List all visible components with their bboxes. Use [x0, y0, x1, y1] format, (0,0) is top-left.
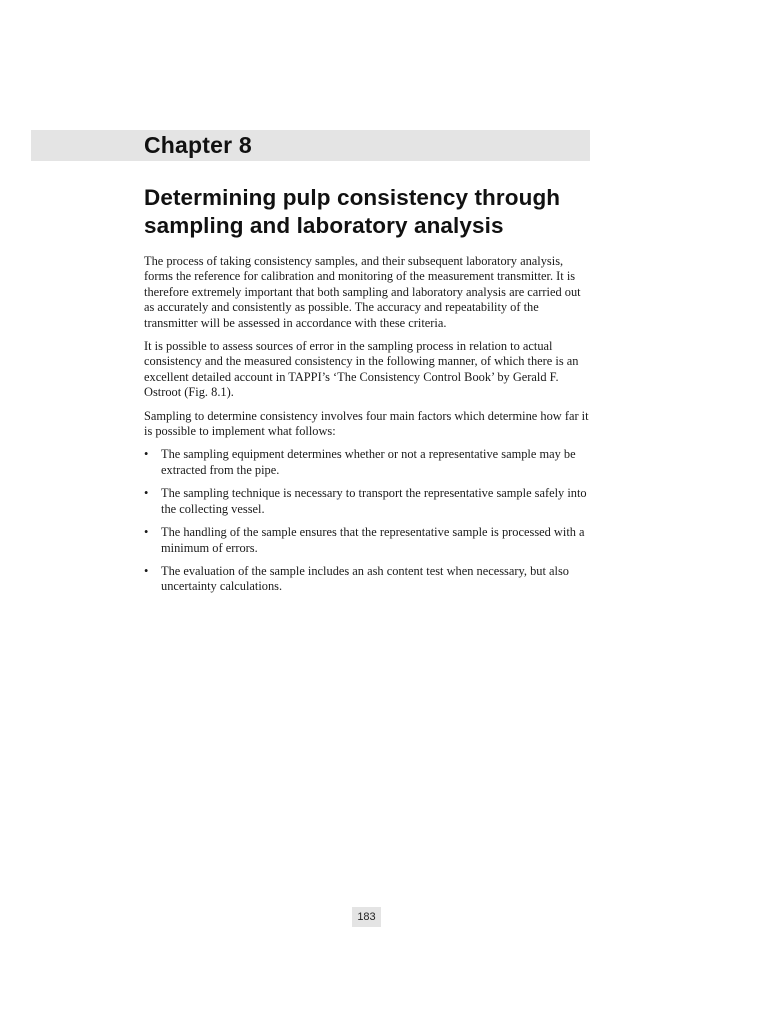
list-item	[144, 564, 590, 595]
chapter-title: Determining pulp consistency through sampling and laboratory analysis	[144, 185, 561, 238]
bullet-icon: •	[144, 447, 149, 462]
list-item-text: The sampling equipment determines whether or not a representative sample may be extracted from the pipe.	[161, 447, 576, 477]
list-item-text: The handling of the sample ensures that the representative sample is processed with a minimum of errors.	[161, 525, 585, 555]
bullet-icon: •	[144, 525, 149, 540]
paragraph-intro: The process of taking consistency samples, and their subsequent laboratory analysis, forms the reference for calibration and monitoring of the measurement transmitter. It is therefore extremely important that both sampling and laboratory analysis are carried out as accurately and consistently as possible. The accuracy and repeatability of the transmitter will be assessed in accordance with these criteria.	[144, 254, 581, 330]
paragraph-factors: Sampling to determine consistency involves four main factors which determine how far it is possible to implement what follows:	[144, 408, 589, 439]
chapter-header-band	[31, 130, 590, 161]
list-item	[144, 525, 590, 556]
factor-list	[144, 447, 590, 594]
list-item-text: The evaluation of the sample includes an ash content test when necessary, but also uncertainty calculations.	[161, 563, 569, 594]
bullet-icon: •	[144, 563, 149, 578]
list-item-text: The sampling technique is necessary to transport the representative sample safely into the collecting vessel.	[161, 486, 587, 516]
paragraph-error-sources: It is possible to assess sources of error in the sampling process in relation to actual consistency and the measured consistency in the following manner, of which there is an excellent detailed account in TAPPI’s ‘The Consistency Control Book’ by Gerald F. Ostroot (Fig. 8.1).	[144, 339, 579, 400]
page-number: 183	[352, 907, 381, 927]
page-content	[144, 184, 590, 603]
bullet-icon: •	[144, 486, 149, 501]
list-item	[144, 486, 590, 517]
chapter-label: Chapter 8	[144, 132, 252, 158]
list-item	[144, 447, 590, 478]
